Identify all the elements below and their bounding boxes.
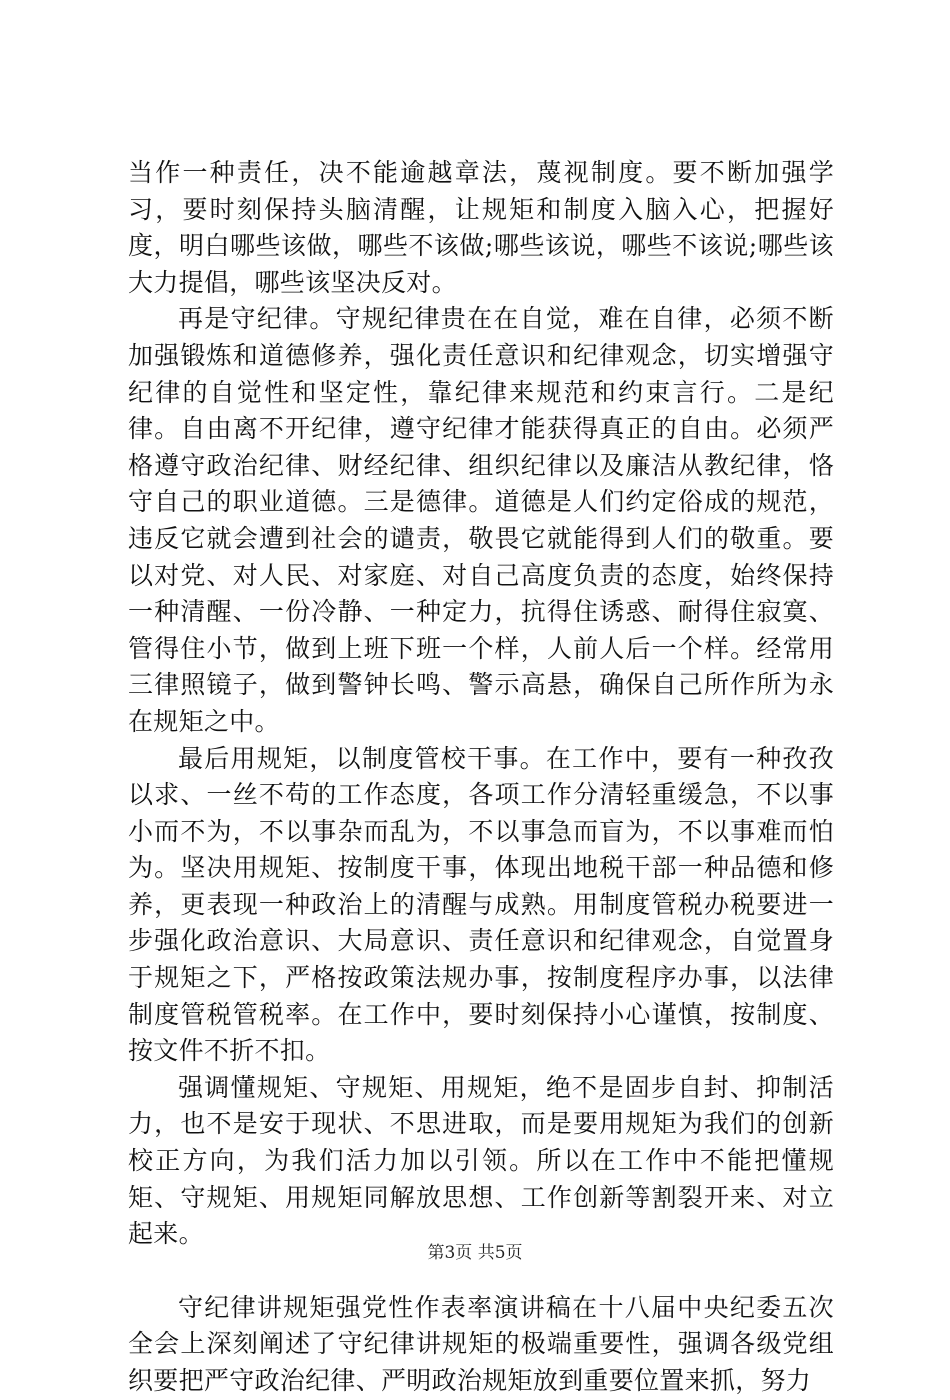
paragraph-speech-intro: 守纪律讲规矩强党性作表率演讲稿在十八届中央纪委五次全会上深刻阐述了守纪律讲规矩的极端重要性，强调各级党组织要把严守政治纪律、严明政治规矩放到重要位置来抓，努力 xyxy=(128,1292,834,1395)
page-footer: 第3页 共5页 xyxy=(427,1243,523,1263)
paragraph-use-rules: 最后用规矩，以制度管校干事。在工作中，要有一种孜孜以求、一丝不苟的工作态度，各项工作分清轻重缓急，不以事小而不为，不以事杂而乱为，不以事急而盲为，不以事难而怕为。坚决用规矩、按制度干事，体现出地税干部一种品德和修养，更表现一种政治上的清醒与成熟。用制度管税办税要进一步强化政治意识、大局意识、责任意识和纪律观念，自觉置身于规矩之下，严格按政策法规办事，按制度程序办事，以法律制度管税管税率。在工作中，要时刻保持小心谨慎，按制度、按文件不折不扣。 xyxy=(128,743,834,1066)
paragraph-emphasis: 强调懂规矩、守规矩、用规矩，绝不是固步自封、抑制活力，也不是安于现状、不思进取，而是要用规矩为我们的创新校正方向，为我们活力加以引领。所以在工作中不能把懂规矩、守规矩、用规矩同解放思想、工作创新等割裂开来、对立起来。 xyxy=(128,1072,834,1249)
document-body xyxy=(128,155,834,1400)
paragraph-discipline: 再是守纪律。守规纪律贵在在自觉，难在自律，必须不断加强锻炼和道德修养，强化责任意识和纪律观念，切实增强守纪律的自觉性和坚定性，靠纪律来规范和约束言行。二是纪律。自由离不开纪律，遵守纪律才能获得真正的自由。必须严格遵守政治纪律、财经纪律、组织纪律以及廉洁从教纪律，恪守自己的职业道德。三是德律。道德是人们约定俗成的规范，违反它就会遭到社会的谴责，敬畏它就能得到人们的敬重。要以对党、对人民、对家庭、对自己高度负责的态度，始终保持一种清醒、一份冷静、一种定力，抗得住诱惑、耐得住寂寞、管得住小节，做到上班下班一个样，人前人后一个样。经常用三律照镜子，做到警钟长鸣、警示高悬，确保自己所作所为永在规矩之中。 xyxy=(128,304,834,736)
paragraph-continuation: 当作一种责任，决不能逾越章法，蔑视制度。要不断加强学习，要时刻保持头脑清醒，让规矩和制度入脑入心，把握好度，明白哪些该做，哪些不该做;哪些该说，哪些不该说;哪些该大力提倡，哪些该坚决反对。 xyxy=(128,158,834,297)
